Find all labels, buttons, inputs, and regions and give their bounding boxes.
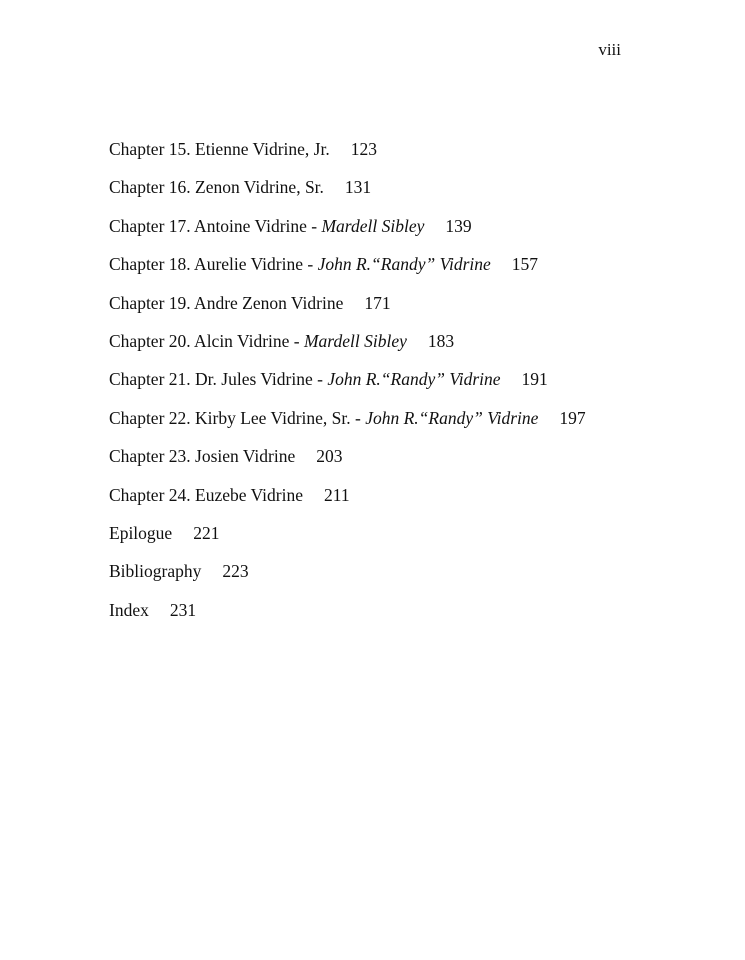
toc-entry-title: Chapter 19. Andre Zenon Vidrine bbox=[109, 292, 344, 313]
toc-entry-title: Epilogue bbox=[109, 522, 173, 543]
toc-entry-page: 211 bbox=[323, 484, 350, 505]
toc-entry-page: 231 bbox=[169, 599, 197, 620]
toc-entry-author: John R.“Randy” Vidrine bbox=[327, 369, 501, 390]
toc-entry-author: John R.“Randy” Vidrine bbox=[317, 254, 491, 275]
toc-entry-page: 191 bbox=[521, 369, 548, 390]
toc-entry-chapter-21 bbox=[109, 367, 705, 391]
toc-entry-page: 197 bbox=[559, 407, 586, 428]
toc-entry-chapter-15 bbox=[109, 137, 705, 161]
toc-entry-title: Chapter 17. Antoine Vidrine - bbox=[109, 215, 318, 236]
toc-entry-page: 157 bbox=[511, 254, 539, 275]
toc-entry-page: 221 bbox=[193, 522, 220, 543]
toc-entry-author: Mardell Sibley bbox=[321, 215, 425, 236]
toc-entry-author: John R.“Randy” Vidrine bbox=[365, 407, 539, 428]
toc-entry-page: 223 bbox=[222, 561, 249, 582]
toc-entry-title: Chapter 23. Josien Vidrine bbox=[109, 446, 296, 467]
toc-entry-title: Chapter 20. Alcin Vidrine - bbox=[109, 330, 300, 351]
toc-entry-page: 183 bbox=[427, 330, 455, 351]
toc-entry-title: Chapter 21. Dr. Jules Vidrine - bbox=[109, 369, 323, 390]
toc-entry-title: Chapter 18. Aurelie Vidrine - bbox=[109, 254, 314, 275]
toc-entry-page: 139 bbox=[445, 215, 472, 236]
toc-entry-chapter-20 bbox=[109, 329, 705, 353]
toc-entry-chapter-19 bbox=[109, 291, 705, 315]
toc-entry-index bbox=[109, 598, 705, 622]
toc-entry-page: 123 bbox=[350, 139, 377, 159]
toc-entry-title: Bibliography bbox=[109, 561, 202, 582]
toc-entry-title: Chapter 24. Euzebe Vidrine bbox=[109, 484, 303, 505]
toc-entry-author: Mardell Sibley bbox=[303, 330, 407, 351]
toc-entry-epilogue bbox=[109, 521, 705, 545]
toc-entry-title: Chapter 22. Kirby Lee Vidrine, Sr. - bbox=[109, 407, 361, 428]
toc-entry-chapter-23 bbox=[109, 444, 705, 468]
toc-entry-chapter-16 bbox=[109, 175, 705, 199]
table-of-contents bbox=[109, 137, 705, 636]
toc-entry-chapter-22 bbox=[109, 406, 705, 430]
page-number: viii bbox=[598, 40, 621, 59]
toc-entry-chapter-18 bbox=[109, 252, 705, 276]
toc-entry-title: Chapter 15. Etienne Vidrine, Jr. bbox=[109, 139, 330, 159]
toc-entry-page: 203 bbox=[316, 446, 343, 467]
toc-entry-bibliography bbox=[109, 559, 705, 583]
toc-entry-chapter-17 bbox=[109, 214, 705, 238]
toc-entry-title: Chapter 16. Zenon Vidrine, Sr. bbox=[109, 177, 324, 198]
toc-entry-page: 171 bbox=[364, 292, 391, 313]
toc-entry-title: Index bbox=[109, 599, 149, 620]
toc-entry-chapter-24 bbox=[109, 483, 705, 507]
toc-entry-page: 131 bbox=[344, 177, 372, 198]
